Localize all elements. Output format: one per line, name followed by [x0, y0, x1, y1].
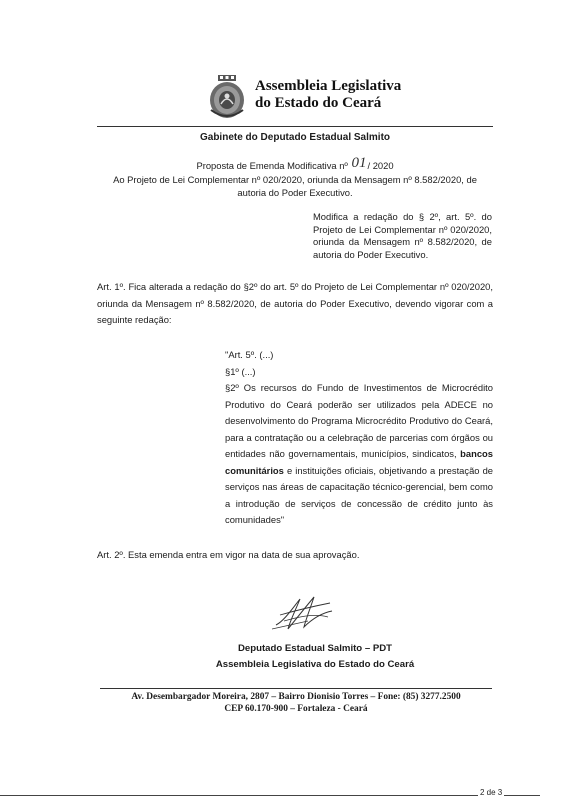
organization-name-line1: Assembleia Legislativa	[255, 78, 402, 94]
quote-paragraph-2-start: §2º Os recursos do Fundo de Investimentos de Microcrédito Produtivo do Ceará poderão ser utilizados pela ADECE no desenvolvimento do Programa Microcrédito Produtivo do Ceará, para a contratação ou a celebração de parcerias com órgãos ou entidades não governamentais, municípios, sindicatos,	[225, 382, 493, 459]
signer-name: Deputado Estadual Salmito – PDT	[237, 643, 393, 654]
coat-of-arms-icon	[208, 74, 246, 120]
office-name: Gabinete do Deputado Estadual Salmito	[199, 132, 391, 143]
organization-name-line2: do Estado do Ceará	[255, 95, 382, 111]
quote-paragraph-2	[225, 380, 493, 529]
proposal-title-suffix: / 2020	[367, 160, 394, 171]
footer-divider	[100, 688, 492, 689]
proposal-reference: Ao Projeto de Lei Complementar nº 020/2020, oriunda da Mensagem nº 8.582/2020, de	[113, 173, 477, 185]
proposal-title-prefix: Proposta de Emenda Modificativa nº	[196, 160, 348, 171]
amendment-summary: Modifica a redação do § 2º, art. 5º. do Projeto de Lei Complementar nº 020/2020, oriunda da Mensagem nº 8.582/2020, de autoria do Poder Executivo.	[313, 211, 492, 260]
signer-block	[180, 641, 450, 673]
quote-paragraph-1: §1º (...)	[225, 365, 256, 377]
footer-address-line2: CEP 60.170-900 – Fortaleza - Ceará	[224, 703, 368, 714]
quote-paragraph-2-end: e instituições oficiais, objetivando a prestação de serviços nas áreas de capacitação técnico-gerencial, bem como a introdução de serviços de concessão de crédito junto às comunidades"	[225, 464, 493, 525]
handwritten-amendment-number: 01	[351, 155, 367, 171]
handwritten-signature	[270, 591, 340, 633]
footer-address	[100, 692, 492, 715]
footer-address-line1: Av. Desembargador Moreira, 2807 – Bairro Dionisio Torres – Fone: (85) 3277.2500	[131, 692, 461, 702]
quoted-text	[225, 347, 493, 529]
page-number: 2 de 3	[480, 788, 503, 797]
header-divider	[97, 126, 493, 127]
organization-name	[255, 78, 401, 112]
article-2: Art. 2º. Esta emenda entra em vigor na data de sua aprovação.	[97, 549, 360, 560]
proposal-heading	[97, 155, 493, 200]
page-bottom-line	[0, 795, 540, 796]
quote-article-line: "Art. 5º. (...)	[225, 349, 274, 360]
proposal-authorship: autoria do Poder Executivo.	[237, 187, 353, 198]
article-1: Art. 1º. Fica alterada a redação do §2º do art. 5º do Projeto de Lei Complementar nº 020/2020, oriunda da Mensagem nº 8.582/2020, de autoria do Poder Executivo, devendo vigorar com a seguinte redação:	[97, 281, 493, 325]
signer-organization: Assembleia Legislativa do Estado do Ceará	[215, 659, 415, 670]
quote-bold-phrase: bancos comunitários	[225, 448, 493, 476]
